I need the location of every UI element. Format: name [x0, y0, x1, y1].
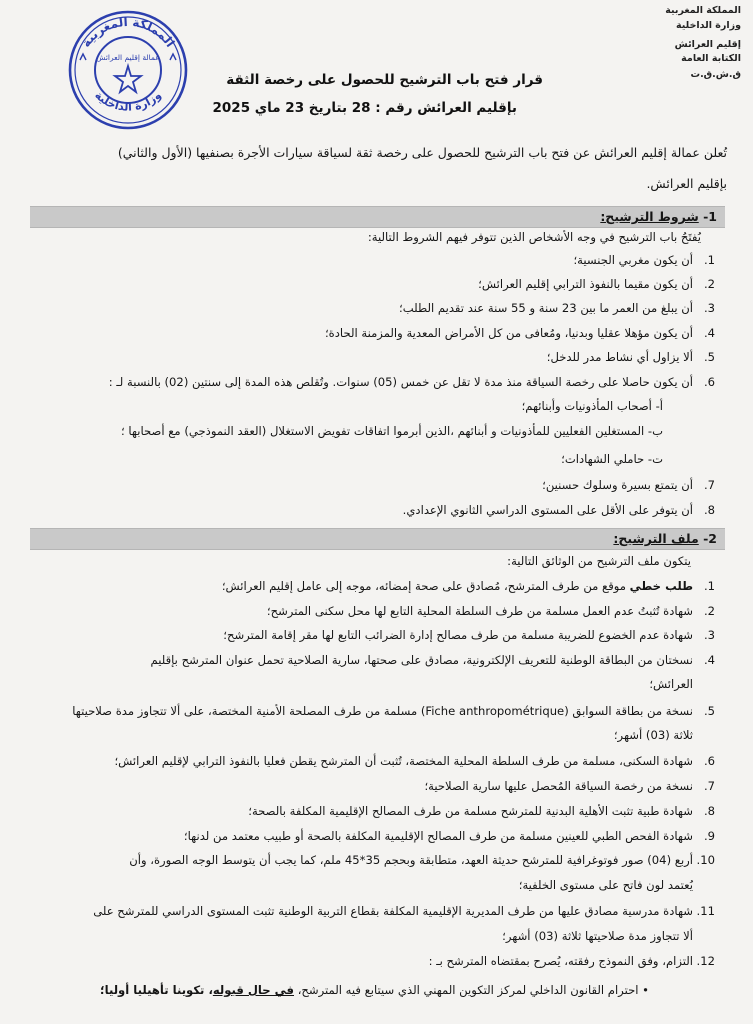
- bullet-icon: •: [642, 983, 649, 997]
- list-item: أن يكون مقيما بالنفوذ الترابي إقليم العرائش؛: [478, 277, 693, 291]
- list-item: أن يكون مؤهلا عقليا وبدنيا، ومُعافى من كل الأمراض المعدية والمزمنة الحادة؛: [325, 326, 693, 340]
- decision-number-date: بإقليم العرائش رقم : 28 بتاريخ 23 ماي 2025: [212, 100, 517, 116]
- list-item-number: .8: [703, 503, 715, 517]
- list-item: ألا يزاول أي نشاط مدر للدخل؛: [546, 350, 693, 364]
- seal-text-center: عمالة إقليم العرائش: [96, 53, 160, 62]
- decision-title: قرار فتح باب الترشيح للحصول على رخصة الثقة: [226, 72, 543, 88]
- sub-list-item-text: المستغلين الفعليين للمأذونيات و أبنائهم ،الذين أبرموا اتفاقات تفويض الاستغلال (العقد النموذجي) مع أصحابها ؛: [121, 424, 645, 438]
- list-item: نسخة من بطاقة السوابق (Fiche anthropométrique) مسلمة من طرف المصلحة الأمنية المختصة، على ألا تتجاوز مدة صلاحيتها: [72, 704, 693, 718]
- list-item: التزام، وفق النموذج رفقته، يُصرح بمقتضاه المترشح بـ :: [428, 954, 693, 968]
- section-1-title: [600, 209, 717, 224]
- sub-list-item-text: أصحاب المأذونيات وأبنائهم؛: [521, 399, 652, 413]
- section-1-label: شروط الترشيح:: [600, 209, 699, 224]
- list-item-number: .5: [703, 350, 715, 364]
- list-item-number: .11: [696, 904, 715, 918]
- section-2-number: -2: [703, 531, 717, 546]
- list-item: أن يكون مغربي الجنسية؛: [573, 253, 693, 267]
- list-item-text: موقع من طرف المترشح، مُصادق على صحة إمضائه، موجه إلى عامل إقليم العرائش؛: [221, 579, 626, 593]
- list-item-number: .7: [703, 779, 715, 793]
- list-item-number: .10: [696, 853, 715, 867]
- list-item-number: .1: [703, 579, 715, 593]
- section-2-label: ملف الترشيح:: [613, 531, 699, 546]
- bullet-text: احترام القانون الداخلي لمركز التكوين المهني الذي سيتابع فيه المترشح،: [297, 983, 639, 997]
- list-item: شهادة مدرسية مصادق عليها من طرف المديرية الإقليمية المكلفة بقطاع التربية الوطنية تثبت المستوى الدراسي للمترشح على: [93, 904, 693, 918]
- list-item-number: .9: [703, 829, 715, 843]
- list-item-number: .7: [703, 478, 715, 492]
- seal-text-bottom: وزارة الداخلية: [92, 88, 164, 114]
- list-item: أن يتمتع بسيرة وسلوك حسنين؛: [542, 478, 693, 492]
- list-item: [222, 578, 693, 594]
- sub-list-item: [561, 451, 663, 467]
- commitment-bullet: [100, 982, 649, 998]
- list-item: نسختان من البطاقة الوطنية للتعريف الإلكترونية، مصادق على صحتها، سارية الصلاحية تحمل عنوان المترشح بإقليم: [150, 653, 693, 667]
- intro-line-2: بإقليم العرائش.: [646, 176, 727, 191]
- list-item: أن يتوفر على الأقل على المستوى الدراسي الثانوي الإعدادي.: [402, 503, 693, 517]
- header-division: ق.ش.ق.ت: [690, 69, 741, 80]
- seal-text-top: المملكة المغربية: [78, 14, 178, 50]
- list-item-number: .3: [703, 628, 715, 642]
- section-2-header: [30, 528, 725, 550]
- list-item: أن يبلغ من العمر ما بين 23 سنة و 55 سنة عند تقديم الطلب؛: [399, 301, 693, 315]
- star-icon: [115, 66, 141, 92]
- list-item-continuation: العرائش؛: [649, 677, 693, 691]
- list-item-bold: طلب خطي: [629, 579, 693, 593]
- list-item: شهادة تُثبتُ عدم العمل مسلمة من طرف السلطة المحلية التابع لها محل سكنى المترشح؛: [266, 604, 693, 618]
- header-secretariat: الكتابة العامة: [681, 53, 741, 64]
- sub-list-item: [121, 423, 663, 439]
- list-item: شهادة السكنى، مسلمة من طرف السلطة المحلية المختصة، تُثبت أن المترشح يقطن فعليا بالنفوذ الترابي لإقليم العرائش؛: [114, 754, 693, 768]
- sub-list-item: [522, 398, 663, 414]
- list-item-number: .5: [703, 704, 715, 718]
- sub-list-item-marker: أ-: [655, 399, 663, 413]
- official-seal-stamp: [66, 8, 190, 132]
- star-icon: [80, 54, 86, 60]
- list-item-number: .4: [703, 653, 715, 667]
- list-item: نسخة من رخصة السياقة المُحصل عليها سارية الصلاحية؛: [424, 779, 693, 793]
- header-kingdom: المملكة المغربية: [665, 5, 741, 16]
- list-item: شهادة طبية تثبت الأهلية البدنية للمترشح مسلمة من طرف المصالح الإقليمية المكلفة بالصحة؛: [248, 804, 693, 818]
- header-province: إقليم العرائش: [674, 39, 741, 50]
- sub-list-item-marker: ت-: [647, 452, 663, 466]
- list-item-number: .6: [703, 375, 715, 389]
- list-item-number: .3: [703, 301, 715, 315]
- bullet-underlined: في حال قبوله: [212, 983, 294, 997]
- list-item: شهادة الفحص الطبي للعينين مسلمة من طرف المصالح الإقليمية المكلفة بالصحة أو طبيب معتمد من لدنها؛: [183, 829, 693, 843]
- section-2-title: [613, 531, 717, 546]
- list-item-number: .2: [703, 277, 715, 291]
- sub-list-item-marker: ب-: [647, 424, 663, 438]
- section-1-number: -1: [703, 209, 717, 224]
- list-item-continuation: ثلاثة (03) أشهر؛: [613, 728, 693, 742]
- list-item: شهادة عدم الخضوع للضريبة مسلمة من طرف مصالح إدارة الضرائب التابع لها مقر إقامة المترشح؛: [223, 628, 693, 642]
- svg-text:وزارة الداخلية: [92, 89, 164, 114]
- star-icon: [170, 54, 176, 60]
- list-item-number: .8: [703, 804, 715, 818]
- bullet-tail: ، تكوينا تأهيليا أوليا؛: [99, 983, 213, 997]
- section-1-lead: يُفتَحُ باب الترشيح في وجه الأشخاص الذين تتوفر فيهم الشروط التالية:: [367, 230, 701, 244]
- list-item-continuation: ألا تتجاوز مدة صلاحيتها ثلاثة (03) أشهر؛: [502, 929, 693, 943]
- list-item-number: .6: [703, 754, 715, 768]
- list-item-number: .12: [696, 954, 715, 968]
- section-2-lead: يتكون ملف الترشيح من الوثائق التالية:: [507, 554, 691, 568]
- list-item-number: .1: [703, 253, 715, 267]
- sub-list-item-text: حاملي الشهادات؛: [561, 452, 645, 466]
- list-item: أربع (04) صور فوتوغرافية للمترشح حديثة العهد، متطابقة وبحجم 35*45 ملم، كما يجب أن يتوسط الوجه الصورة، وأن: [129, 853, 693, 867]
- svg-text:المملكة المغربية: [79, 15, 178, 50]
- intro-line-1: تُعلن عمالة إقليم العرائش عن فتح باب الترشيح للحصول على رخصة ثقة لسياقة سيارات الأجرة بصنفيها (الأول والثاني): [117, 145, 727, 160]
- list-item-continuation: يُعتمد لون فاتح على مستوى الخلفية؛: [518, 878, 693, 892]
- list-item: أن يكون حاصلا على رخصة السياقة منذ مدة لا تقل عن خمس (05) سنوات. وتُقلص هذه المدة إلى سنتين (02) بالنسبة لـ :: [108, 375, 693, 389]
- list-item-number: .2: [703, 604, 715, 618]
- header-ministry: وزارة الداخلية: [676, 20, 741, 31]
- section-1-header: [30, 206, 725, 228]
- list-item-number: .4: [703, 326, 715, 340]
